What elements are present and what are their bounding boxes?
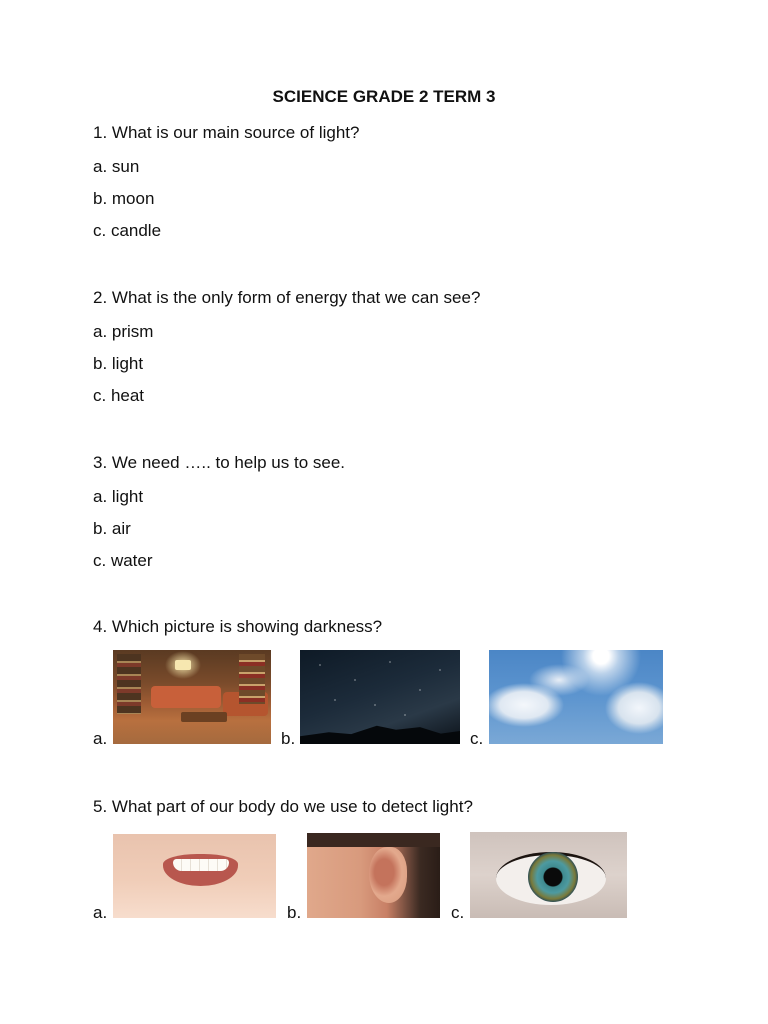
q2-option-c: c. heat	[93, 386, 145, 405]
q2-option-b: b. light	[93, 354, 144, 373]
q2-option-a: a. prism	[93, 322, 154, 341]
q3-option-b: b. air	[93, 519, 131, 538]
q1-option-b: b. moon	[93, 189, 155, 208]
night-sky-image	[300, 650, 460, 744]
ear-image	[307, 833, 440, 918]
page-title: SCIENCE GRADE 2 TERM 3	[272, 87, 496, 106]
question-1: 1. What is our main source of light?	[93, 123, 360, 142]
question-3: 3. We need ….. to help us to see.	[93, 453, 346, 472]
q5-label-c: c.	[451, 903, 465, 922]
q3-option-c: c. water	[93, 551, 153, 570]
living-room-image	[113, 650, 271, 744]
q4-label-c: c.	[470, 729, 484, 748]
q4-label-a: a.	[93, 729, 108, 748]
q4-label-b: b.	[281, 729, 296, 748]
eye-image	[470, 832, 627, 918]
mouth-image	[113, 834, 276, 918]
sunny-sky-image	[489, 650, 663, 744]
question-4: 4. Which picture is showing darkness?	[93, 617, 383, 636]
q5-label-b: b.	[287, 903, 302, 922]
q1-option-c: c. candle	[93, 221, 162, 240]
question-2: 2. What is the only form of energy that we can see?	[93, 288, 481, 307]
q5-label-a: a.	[93, 903, 108, 922]
q1-option-a: a. sun	[93, 157, 140, 176]
q3-option-a: a. light	[93, 487, 144, 506]
question-5: 5. What part of our body do we use to detect light?	[93, 797, 473, 816]
